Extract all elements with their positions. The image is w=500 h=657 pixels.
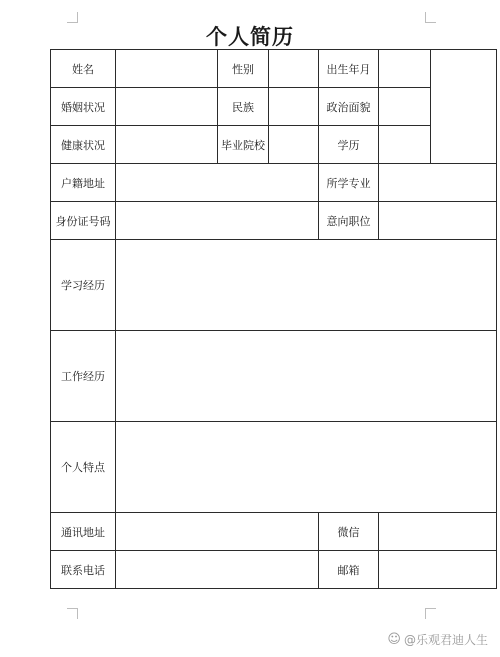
label-major: 所学专业	[319, 164, 379, 202]
resume-table	[50, 49, 497, 589]
page-title: 个人简历	[206, 25, 294, 49]
label-political: 政治面貌	[319, 88, 379, 126]
label-name: 姓名	[51, 50, 116, 88]
value-study[interactable]	[116, 240, 497, 331]
label-traits: 个人特点	[51, 422, 116, 513]
label-health: 健康状况	[51, 126, 116, 164]
weibo-like-icon: ☺	[387, 632, 401, 647]
table-row	[51, 126, 497, 164]
value-id-number[interactable]	[116, 202, 319, 240]
value-school[interactable]	[269, 126, 319, 164]
table-row	[51, 202, 497, 240]
label-gender: 性别	[218, 50, 269, 88]
photo-cell[interactable]	[431, 50, 497, 164]
value-political[interactable]	[379, 88, 431, 126]
table-row	[51, 164, 497, 202]
label-birth: 出生年月	[319, 50, 379, 88]
value-email[interactable]	[379, 551, 497, 589]
value-household[interactable]	[116, 164, 319, 202]
value-name[interactable]	[116, 50, 218, 88]
table-row	[51, 422, 497, 513]
label-household: 户籍地址	[51, 164, 116, 202]
label-ethnicity: 民族	[218, 88, 269, 126]
table-row	[51, 50, 497, 88]
label-study: 学习经历	[51, 240, 116, 331]
label-education: 学历	[319, 126, 379, 164]
label-school: 毕业院校	[218, 126, 269, 164]
table-row	[51, 88, 497, 126]
value-work[interactable]	[116, 331, 497, 422]
table-row	[51, 331, 497, 422]
watermark-text: @乐观君迪人生	[403, 633, 488, 647]
table-row	[51, 551, 497, 589]
label-work: 工作经历	[51, 331, 116, 422]
label-id-number: 身份证号码	[51, 202, 116, 240]
value-ethnicity[interactable]	[269, 88, 319, 126]
value-birth[interactable]	[379, 50, 431, 88]
value-major[interactable]	[379, 164, 497, 202]
value-education[interactable]	[379, 126, 431, 164]
label-phone: 联系电话	[51, 551, 116, 589]
label-address: 通讯地址	[51, 513, 116, 551]
value-marital[interactable]	[116, 88, 218, 126]
watermark	[387, 631, 488, 648]
table-row	[51, 240, 497, 331]
value-traits[interactable]	[116, 422, 497, 513]
label-email: 邮箱	[319, 551, 379, 589]
crop-mark-bottom-right	[425, 608, 436, 619]
value-wechat[interactable]	[379, 513, 497, 551]
label-wechat: 微信	[319, 513, 379, 551]
value-position[interactable]	[379, 202, 497, 240]
table-row	[51, 513, 497, 551]
value-address[interactable]	[116, 513, 319, 551]
crop-mark-bottom-left	[67, 608, 78, 619]
value-health[interactable]	[116, 126, 218, 164]
label-position: 意向职位	[319, 202, 379, 240]
value-phone[interactable]	[116, 551, 319, 589]
label-marital: 婚姻状况	[51, 88, 116, 126]
value-gender[interactable]	[269, 50, 319, 88]
